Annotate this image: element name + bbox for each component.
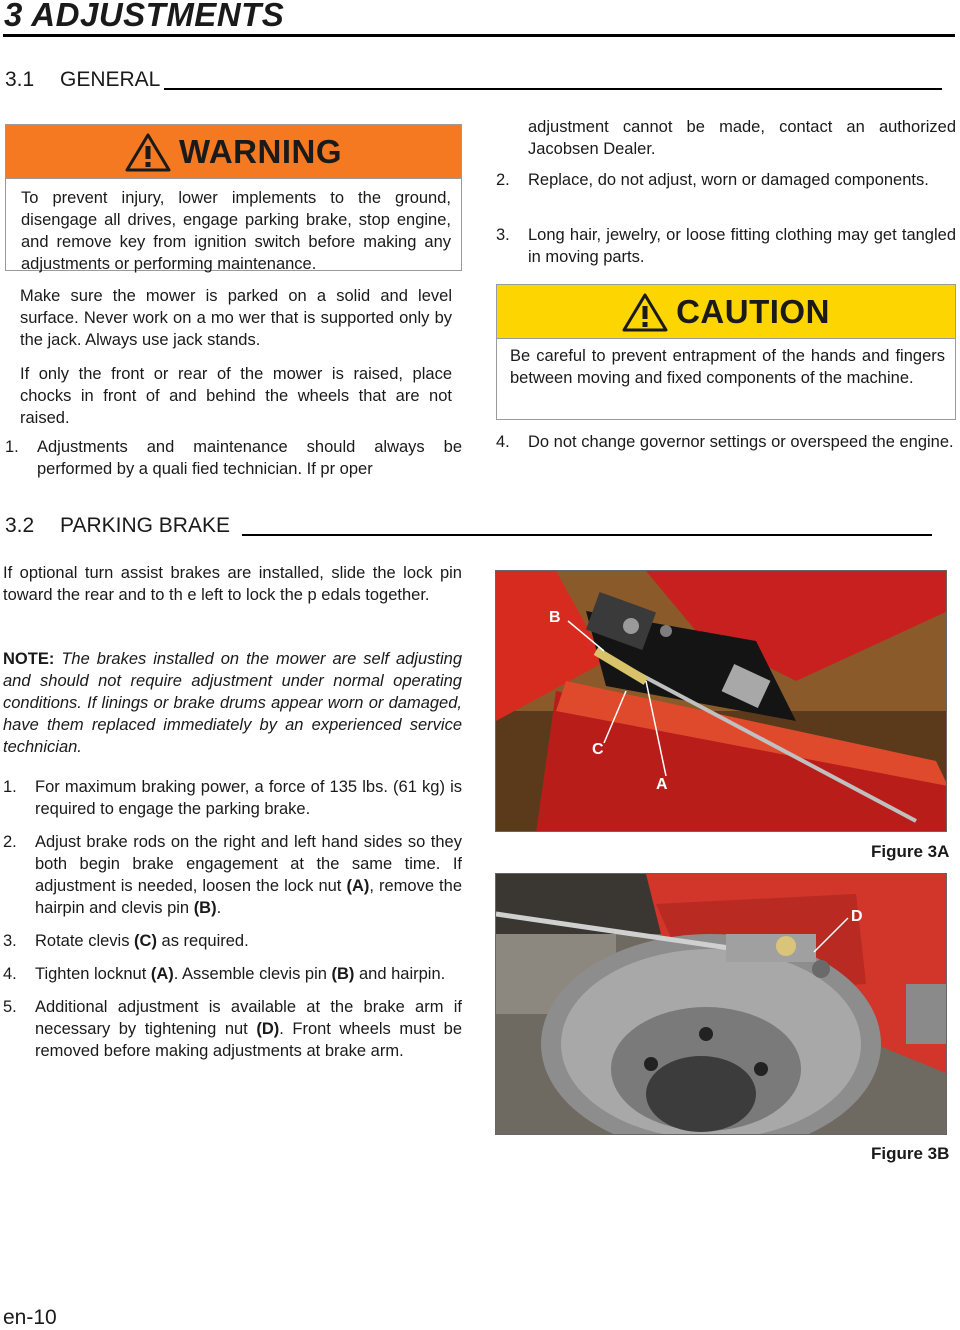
section-number: 3.1	[5, 68, 35, 91]
warning-label: WARNING	[179, 132, 342, 170]
list-text: Adjustments and maintenance should always be performed by a quali fied technician. If pr oper	[37, 438, 462, 478]
step-text-part: , remove the hairpin and clevis pin	[35, 877, 462, 917]
note-text: The brakes installed on the mower are self adjusting and should not require adjustment under normal operating conditions. If linings or brake drums appear worn or damaged, have them replaced immediately by an experienced service technician.	[3, 650, 462, 756]
warning-text: To prevent injury, lower implements to the ground, disengage all drives, engage parking brake, stop engine, and remove key from ignition switch before making any adjustments or performing maintenance.	[21, 189, 451, 273]
step-text-part: Tighten locknut	[35, 965, 151, 983]
step-text	[35, 930, 462, 952]
step-text	[35, 776, 462, 820]
callout-leaders	[496, 571, 947, 832]
step-2	[3, 831, 462, 919]
step-5	[3, 996, 462, 1062]
section-heading-parking-brake	[5, 514, 932, 538]
list-text: adjustment cannot be made, contact an authorized Jacobsen Dealer.	[528, 118, 956, 158]
section-number: 3.2	[5, 514, 35, 537]
step-number: 2.	[3, 833, 17, 851]
note-paragraph	[3, 648, 462, 758]
step-text-part: Additional adjustment is available at the brake arm if necessary by tightening nut	[35, 998, 462, 1038]
step-number: 5.	[3, 998, 17, 1016]
callout-ref-a: (A)	[150, 965, 174, 983]
figure-3a-caption: Figure 3A	[871, 842, 950, 861]
step-text	[35, 831, 462, 919]
figure-3a-photo	[495, 570, 947, 832]
step-text-part: . Assemble clevis pin	[173, 965, 332, 983]
step-number: 3.	[3, 932, 17, 950]
step-number: 4.	[3, 965, 17, 983]
step-number: 1.	[3, 778, 17, 796]
list-item-3	[496, 224, 956, 268]
figure-3b-photo	[495, 873, 947, 1135]
section-heading-general	[5, 68, 942, 92]
caution-label: CAUTION	[676, 292, 830, 330]
caution-text: Be careful to prevent entrapment of the hands and fingers between moving and fixed components of the machine.	[510, 347, 945, 387]
paragraph-jack-stands: Make sure the mower is parked on a solid and level surface. Never work on a mo wer that is supported only by the jack. Always use jack stands.	[20, 287, 452, 349]
list-item-2	[496, 169, 956, 191]
step-text-part: Adjust brake rods on the right and left hand sides so they both begin brake engagement at the same time. If adjustment is needed, loosen the lock nut	[35, 833, 462, 895]
caution-box	[496, 284, 956, 420]
list-item-4	[496, 431, 956, 453]
step-text-part: . Front wheels must be removed before making adjustments at brake arm.	[35, 1020, 462, 1060]
step-text-part: and hairpin.	[354, 965, 446, 983]
section-rule	[164, 88, 942, 90]
warning-triangle-icon	[125, 132, 171, 172]
callout-ref-a: (A)	[346, 877, 370, 895]
page-number: en-10	[3, 1306, 57, 1329]
list-text: Long hair, jewelry, or loose fitting clothing may get tangled in moving parts.	[528, 226, 956, 266]
caution-triangle-icon	[622, 292, 668, 332]
list-number: 3.	[496, 226, 510, 244]
list-number: 4.	[496, 433, 510, 451]
section-rule	[242, 534, 932, 536]
list-number: 1.	[5, 438, 19, 456]
list-number: 2.	[496, 171, 510, 189]
list-item-1	[5, 436, 462, 480]
list-text: Do not change governor settings or overspeed the engine.	[528, 433, 954, 451]
step-text-part: Rotate clevis	[35, 932, 135, 950]
chapter-rule	[3, 34, 955, 37]
caution-header	[497, 285, 955, 339]
callout-a: A	[656, 776, 668, 793]
step-text-part: .	[216, 899, 222, 917]
callout-ref-c: (C)	[134, 932, 157, 950]
callout-c: C	[592, 741, 604, 758]
section-title: GENERAL	[60, 68, 161, 91]
list-item-1-continued	[496, 116, 956, 160]
callout-ref-b: (B)	[331, 965, 355, 983]
section-title: PARKING BRAKE	[60, 514, 230, 537]
step-text-part: as required.	[156, 932, 249, 950]
step-text	[35, 996, 462, 1062]
note-label: NOTE:	[3, 650, 55, 668]
callout-ref-b: (B)	[193, 899, 217, 917]
callout-b: B	[549, 609, 561, 626]
step-text	[35, 963, 462, 985]
callout-d: D	[851, 908, 863, 925]
step-4	[3, 963, 462, 985]
callout-ref-d: (D)	[256, 1020, 280, 1038]
step-text-part: For maximum braking power, a force of 135 lbs. (61 kg) is required to engage the parking brake.	[35, 778, 462, 818]
paragraph-turn-assist: If optional turn assist brakes are installed, slide the lock pin toward the rear and to th e left to lock the p edals together.	[3, 564, 462, 604]
brake-steps-list	[3, 776, 462, 1062]
step-3	[3, 930, 462, 952]
chapter-title: 3 ADJUSTMENTS	[4, 0, 285, 33]
warning-header	[6, 125, 461, 179]
callout-leader-d	[496, 874, 947, 1135]
step-1	[3, 776, 462, 820]
warning-box	[5, 124, 462, 271]
figure-3b-caption: Figure 3B	[871, 1144, 950, 1163]
list-text: Replace, do not adjust, worn or damaged components.	[528, 171, 929, 189]
paragraph-chocks: If only the front or rear of the mower is raised, place chocks in front of and behind the wheels that are not raised.	[20, 365, 452, 427]
